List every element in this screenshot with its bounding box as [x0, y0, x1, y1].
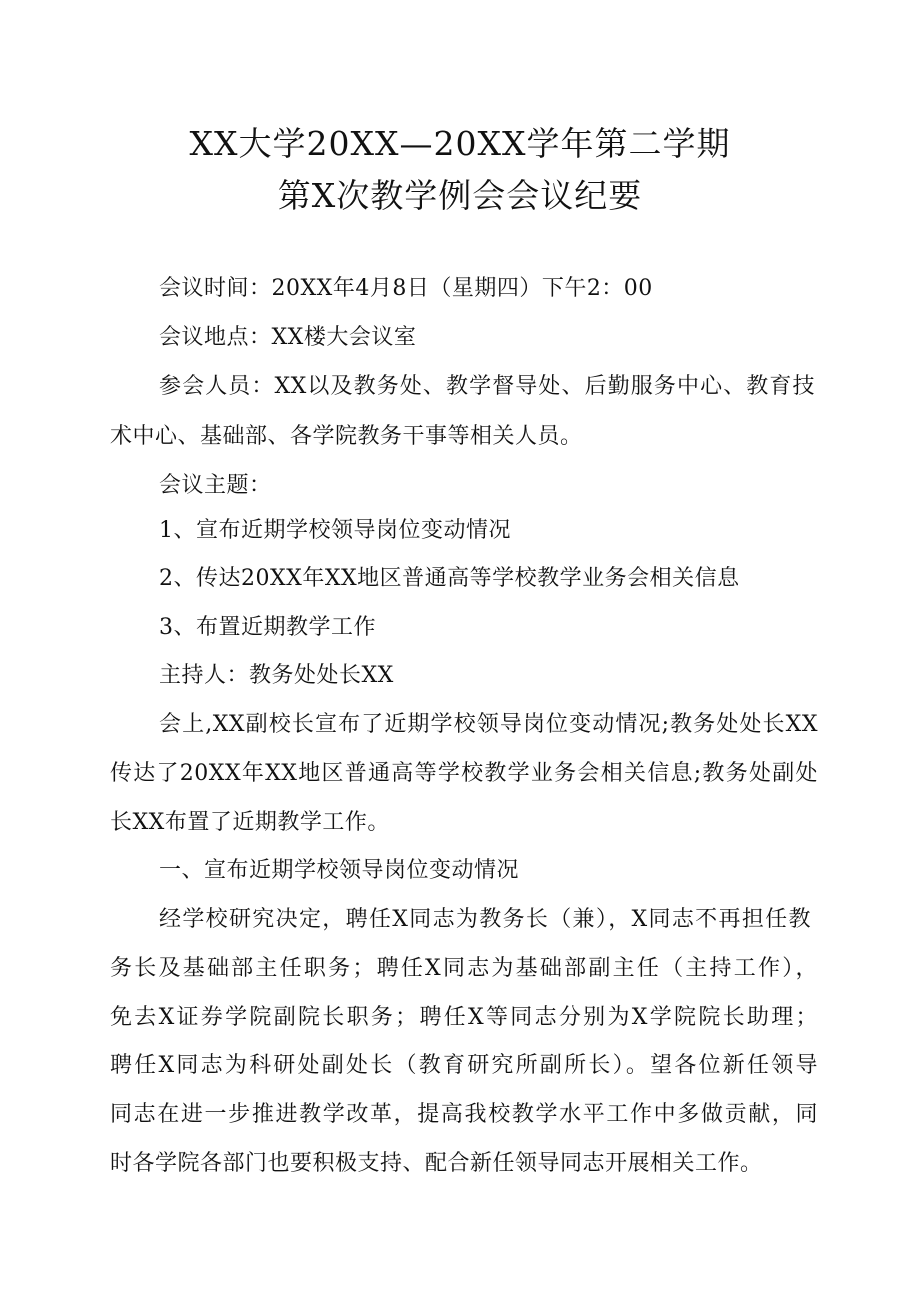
- section1-heading: 一、宣布近期学校领导岗位变动情况: [159, 858, 520, 883]
- section1-line1: 经学校研究决定，聘任X同志为教务长（兼），X同志不再担任教: [159, 907, 811, 932]
- topic-item: 2、传达20XX年XX地区普通高等学校教学业务会相关信息: [159, 566, 740, 591]
- topic-item: 1、宣布近期学校领导岗位变动情况: [159, 518, 511, 543]
- section1-line5: 同志在进一步推进教学改革，提高我校教学水平工作中多做贡献，同: [110, 1102, 818, 1127]
- document-title-line2: 第X次教学例会会议纪要: [277, 176, 643, 215]
- topic-label: 会议主题：: [159, 473, 272, 498]
- meeting-time: 会议时间：20XX年4月8日（星期四）下午2：00: [159, 276, 653, 301]
- document-title-line1: XX大学20XX—20XX学年第二学期: [189, 124, 731, 163]
- summary-line3: 长XX布置了近期教学工作。: [110, 810, 390, 835]
- meeting-place: 会议地点：XX楼大会议室: [159, 325, 417, 350]
- attendees-line1: 参会人员：XX以及教务处、教学督导处、后勤服务中心、教育技: [159, 374, 815, 399]
- section1-line2: 务长及基础部主任职务；聘任X同志为基础部副主任（主持工作），: [110, 956, 818, 981]
- topic-item: 3、布置近期教学工作: [159, 615, 376, 640]
- summary-line2: 传达了20XX年XX地区普通高等学校教学业务会相关信息;教务处副处: [110, 761, 818, 786]
- section1-line6: 时各学院各部门也要积极支持、配合新任领导同志开展相关工作。: [110, 1151, 763, 1176]
- section1-line3: 免去X证券学院副院长职务；聘任X等同志分别为X学院院长助理；: [110, 1005, 818, 1030]
- section1-line4: 聘任X同志为科研处副处长（教育研究所副所长）。望各位新任领导: [110, 1053, 818, 1078]
- host: 主持人：教务处处长XX: [159, 663, 394, 688]
- summary-line1: 会上,XX副校长宣布了近期学校领导岗位变动情况;教务处处长XX: [159, 712, 818, 737]
- attendees-line2: 术中心、基础部、各学院教务干事等相关人员。: [110, 424, 583, 449]
